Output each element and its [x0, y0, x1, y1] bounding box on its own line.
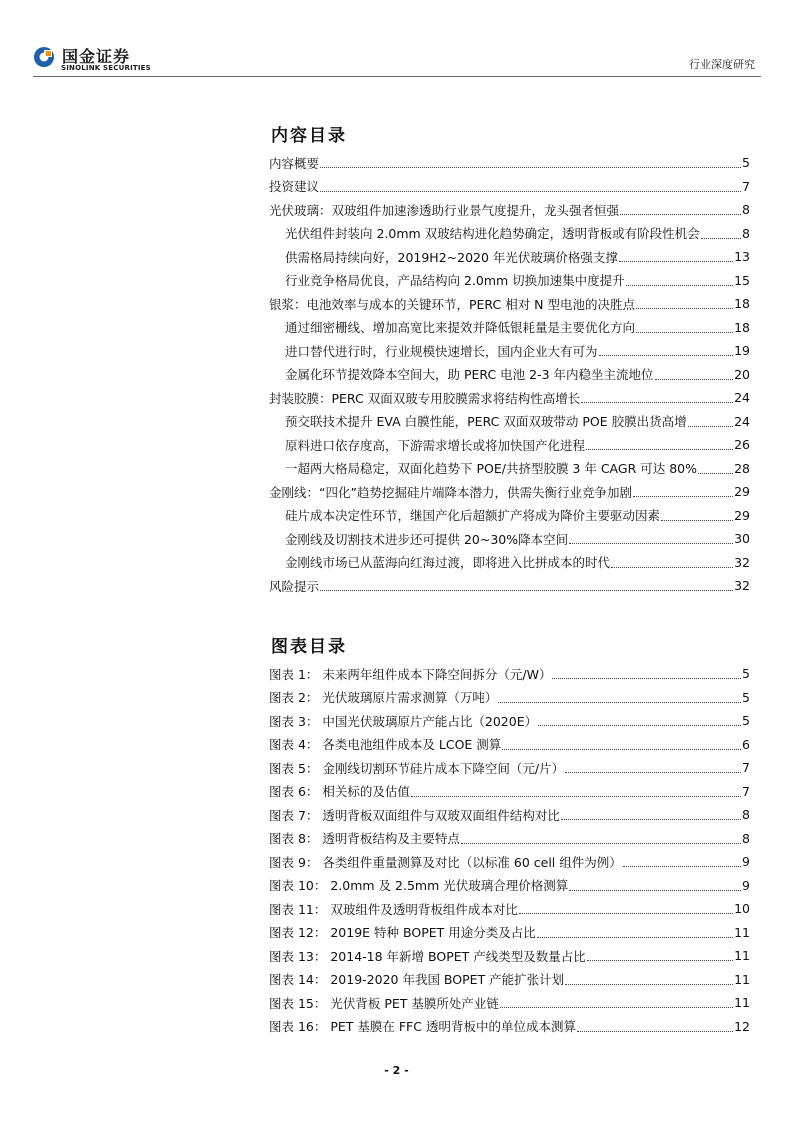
toc-entry-text: 金刚线市场已从蓝海向红海过渡，即将进入比拼成本的时代 — [285, 555, 611, 571]
figure-entry[interactable] — [269, 709, 750, 733]
toc-entry[interactable] — [269, 433, 750, 457]
figure-entry-text: 图表 10： 2.0mm 及 2.5mm 光伏玻璃合理价格测算 — [269, 878, 569, 894]
dot-leader — [320, 167, 741, 168]
dot-leader — [620, 214, 741, 215]
toc-entry-text: 硅片成本决定性环节，继国产化后超额扩产将成为降价主要驱动因素 — [285, 508, 661, 524]
figure-entry-text: 图表 11： 双玻组件及透明背板组件成本对比 — [269, 901, 518, 917]
toc-entry-text: 银浆：电池效率与成本的关键环节，PERC 相对 N 型电池的决胜点 — [269, 296, 635, 312]
figure-entry-page: 9 — [742, 854, 750, 870]
toc-entry[interactable] — [269, 457, 750, 481]
toc-entry[interactable] — [269, 339, 750, 363]
figure-entry-text: 图表 16： PET 基膜在 FFC 透明背板中的单位成本测算 — [269, 1019, 576, 1035]
figure-entry-page: 10 — [734, 901, 750, 917]
dot-leader — [688, 426, 734, 427]
toc-entry-page: 15 — [734, 272, 750, 288]
figure-entry[interactable] — [269, 874, 750, 898]
dot-leader — [565, 984, 733, 985]
figure-entry-text: 图表 12： 2019E 特种 BOPET 用途分类及占比 — [269, 925, 536, 941]
dot-leader — [655, 379, 734, 380]
figure-entry-page: 6 — [742, 736, 750, 752]
dot-leader — [519, 913, 733, 914]
dot-leader — [698, 473, 733, 474]
toc-entry[interactable] — [269, 551, 750, 575]
toc-entry-page: 26 — [734, 437, 750, 453]
toc-entry-page: 20 — [734, 366, 750, 382]
figure-entry-text: 图表 1： 未来两年组件成本下降空间拆分（元/W） — [269, 666, 552, 682]
dot-leader — [599, 355, 734, 356]
toc-entry-page: 28 — [734, 460, 750, 476]
toc-entry[interactable] — [269, 151, 750, 175]
header-divider — [33, 76, 761, 77]
toc-entry[interactable] — [269, 316, 750, 340]
toc-entry-page: 18 — [734, 296, 750, 312]
toc-entry-text: 内容概要 — [269, 155, 320, 171]
dot-leader — [537, 937, 733, 938]
brand-name-en: SINOLINK SECURITIES — [61, 64, 151, 72]
toc-entry-page: 32 — [734, 578, 750, 594]
dot-leader — [626, 285, 733, 286]
figure-entry[interactable] — [269, 827, 750, 851]
figure-entry-text: 图表 3： 中国光伏玻璃原片产能占比（2020E） — [269, 713, 538, 729]
toc-entry[interactable] — [269, 480, 750, 504]
figures-title: 图表目录 — [271, 637, 347, 657]
toc-entry[interactable] — [269, 292, 750, 316]
toc-entry-page: 29 — [734, 507, 750, 523]
dot-leader — [461, 843, 741, 844]
brand-name-cn: 国金证券 — [62, 47, 131, 66]
figure-entry[interactable] — [269, 944, 750, 968]
toc-entry-page: 32 — [734, 554, 750, 570]
toc-entry-text: 预交联技术提升 EVA 白膜性能，PERC 双面双玻带动 POE 胶膜出货高增 — [285, 414, 687, 430]
dot-leader — [701, 238, 741, 239]
toc-entry-page: 30 — [734, 531, 750, 547]
figure-entry-page: 9 — [742, 877, 750, 893]
dot-leader — [411, 796, 741, 797]
toc-entry[interactable] — [269, 175, 750, 199]
toc-entry-text: 金刚线：“四化”趋势挖掘硅片端降本潜力，供需失衡行业竞争加剧 — [269, 484, 632, 500]
figure-entry-text: 图表 13： 2014-18 年新增 BOPET 产线类型及数量占比 — [269, 948, 586, 964]
figure-entry-page: 5 — [742, 689, 750, 705]
figure-entry[interactable] — [269, 686, 750, 710]
toc-entry-text: 风险提示 — [269, 578, 320, 594]
toc-entry[interactable] — [269, 410, 750, 434]
dot-leader — [569, 543, 733, 544]
figure-entry[interactable] — [269, 991, 750, 1015]
figure-entry[interactable] — [269, 780, 750, 804]
dot-leader — [569, 890, 741, 891]
figure-entry[interactable] — [269, 897, 750, 921]
toc-entry-text: 光伏组件封装向 2.0mm 双玻结构进化趋势确定，透明背板或有阶段性机会 — [285, 226, 700, 242]
figure-entry-text: 图表 7： 透明背板双面组件与双玻双面组件结构对比 — [269, 807, 560, 823]
toc-entry-page: 24 — [734, 413, 750, 429]
toc-entry[interactable] — [269, 504, 750, 528]
toc-entry[interactable] — [269, 222, 750, 246]
dot-leader — [636, 308, 733, 309]
figure-entry[interactable] — [269, 733, 750, 757]
toc-entry-text: 封装胶膜：PERC 双面双玻专用胶膜需求将结构性高增长 — [269, 390, 581, 406]
toc-entry-text: 金刚线及切割技术进步还可提供 20~30%降本空间 — [285, 531, 569, 547]
toc-entry-text: 金属化环节提效降本空间大，助 PERC 电池 2-3 年内稳坐主流地位 — [285, 367, 654, 383]
toc-entry-page: 24 — [734, 390, 750, 406]
dot-leader — [498, 702, 741, 703]
toc-entry-page: 8 — [742, 202, 750, 218]
page-header — [0, 0, 793, 80]
figure-entry[interactable] — [269, 1015, 750, 1039]
toc-entry[interactable] — [269, 245, 750, 269]
figure-entry[interactable] — [269, 921, 750, 945]
toc-list — [269, 151, 750, 598]
figure-entry-page: 8 — [742, 830, 750, 846]
toc-entry[interactable] — [269, 363, 750, 387]
sinolink-logo-icon — [33, 46, 55, 68]
toc-entry-text: 进口替代进行时，行业规模快速增长，国内企业大有可为 — [285, 343, 598, 359]
dot-leader — [577, 1031, 733, 1032]
dot-leader — [619, 261, 733, 262]
figure-entry-page: 12 — [734, 1018, 750, 1034]
toc-entry-page: 5 — [742, 155, 750, 171]
dot-leader — [611, 567, 733, 568]
figure-entry-page: 11 — [734, 971, 750, 987]
toc-entry-page: 29 — [734, 484, 750, 500]
figure-entry[interactable] — [269, 968, 750, 992]
dot-leader — [633, 496, 733, 497]
dot-leader — [581, 402, 733, 403]
toc-entry-page: 8 — [742, 225, 750, 241]
dot-leader — [636, 332, 733, 333]
toc-entry-text: 光伏玻璃：双玻组件加速渗透助行业景气度提升，龙头强者恒强 — [269, 202, 620, 218]
dot-leader — [586, 449, 733, 450]
figure-entry-text: 图表 14： 2019-2020 年我国 BOPET 产能扩张计划 — [269, 972, 565, 988]
toc-entry-text: 一超两大格局稳定，双面化趋势下 POE/共挤型胶膜 3 年 CAGR 可达 80% — [285, 461, 697, 477]
dot-leader — [320, 590, 733, 591]
figure-entry-text: 图表 15： 光伏背板 PET 基膜所处产业链 — [269, 995, 499, 1011]
toc-entry-text: 供需格局持续向好，2019H2~2020 年光伏玻璃价格强支撑 — [285, 249, 618, 265]
dot-leader — [500, 1007, 733, 1008]
dot-leader — [502, 749, 741, 750]
toc-entry-page: 19 — [734, 343, 750, 359]
dot-leader — [587, 960, 733, 961]
report-type-label: 行业深度研究 — [689, 58, 755, 71]
page-number: - 2 - — [384, 1064, 409, 1077]
figure-entry-text: 图表 2： 光伏玻璃原片需求测算（万吨） — [269, 690, 498, 706]
figure-entry-text: 图表 6： 相关标的及估值 — [269, 784, 410, 800]
toc-entry-page: 18 — [734, 319, 750, 335]
toc-entry-page: 13 — [734, 249, 750, 265]
toc-entry[interactable] — [269, 198, 750, 222]
figure-entry-page: 11 — [734, 924, 750, 940]
dot-leader — [565, 772, 741, 773]
figures-list — [269, 662, 750, 1038]
toc-entry-text: 原料进口依存度高，下游需求增长或将加快国产化进程 — [285, 437, 586, 453]
dot-leader — [552, 678, 741, 679]
dot-leader — [623, 866, 741, 867]
figure-entry-page: 11 — [734, 995, 750, 1011]
dot-leader — [538, 725, 741, 726]
dot-leader — [561, 819, 741, 820]
figure-entry-page: 7 — [742, 783, 750, 799]
figure-entry[interactable] — [269, 756, 750, 780]
figure-entry-page: 5 — [742, 666, 750, 682]
figure-entry-page: 11 — [734, 948, 750, 964]
figure-entry-text: 图表 4： 各类电池组件成本及 LCOE 测算 — [269, 737, 502, 753]
figure-entry-page: 5 — [742, 713, 750, 729]
toc-entry-text: 行业竞争格局优良，产品结构向 2.0mm 切换加速集中度提升 — [285, 273, 625, 289]
toc-title: 内容目录 — [271, 126, 347, 146]
toc-entry[interactable] — [269, 269, 750, 293]
figure-entry-text: 图表 8： 透明背板结构及主要特点 — [269, 831, 460, 847]
figure-entry[interactable] — [269, 850, 750, 874]
figure-entry-text: 图表 9： 各类组件重量测算及对比（以标准 60 cell 组件为例） — [269, 854, 622, 870]
figure-entry-text: 图表 5： 金刚线切割环节硅片成本下降空间（元/片） — [269, 760, 565, 776]
toc-entry[interactable] — [269, 527, 750, 551]
toc-entry[interactable] — [269, 386, 750, 410]
figure-entry[interactable] — [269, 662, 750, 686]
toc-entry[interactable] — [269, 574, 750, 598]
toc-entry-page: 7 — [742, 178, 750, 194]
figure-entry[interactable] — [269, 803, 750, 827]
dot-leader — [661, 520, 733, 521]
toc-entry-text: 投资建议 — [269, 179, 320, 195]
figure-entry-page: 8 — [742, 807, 750, 823]
figure-entry-page: 7 — [742, 760, 750, 776]
toc-entry-text: 通过细密栅线、增加高宽比来提效并降低银耗量是主要优化方向 — [285, 320, 636, 336]
dot-leader — [320, 191, 741, 192]
